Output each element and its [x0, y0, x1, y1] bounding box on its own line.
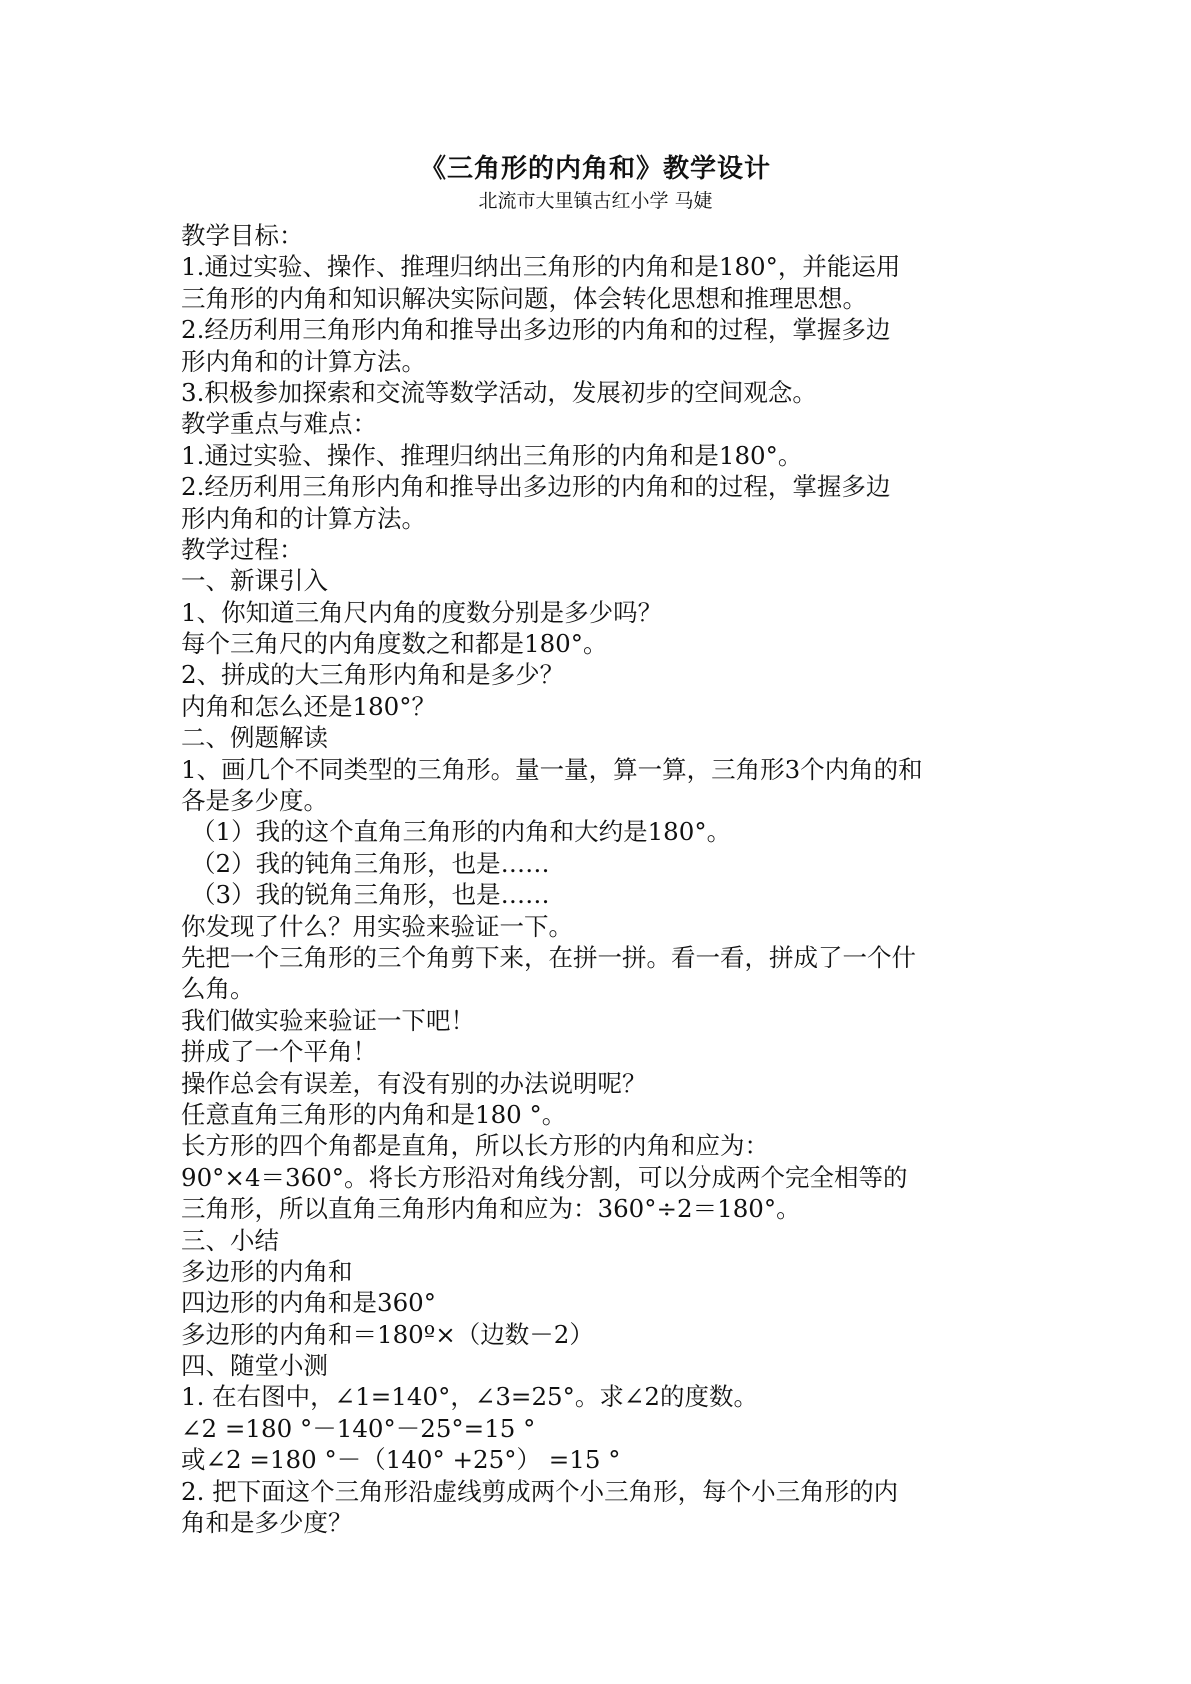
text-line: 每个三角尺的内角度数之和都是180°。 — [181, 629, 608, 659]
text-line: 2. 把下面这个三角形沿虚线剪成两个小三角形，每个小三角形的内 — [181, 1476, 899, 1506]
text-line: 1.通过实验、操作、推理归纳出三角形的内角和是180°。 — [181, 440, 803, 470]
text-line: 角和是多少度？ — [181, 1508, 353, 1538]
text-line: 1、你知道三角尺内角的度数分别是多少吗？ — [181, 597, 663, 627]
text-line: 三角形的内角和知识解决实际问题，体会转化思想和推理思想。 — [181, 283, 867, 313]
text-line: 1. 在右图中，∠1=140°，∠3=25°。求∠2的度数。 — [181, 1382, 759, 1412]
text-line: ∠2 =180 °－140°－25°=15 ° — [181, 1413, 536, 1443]
text-line: 2.经历利用三角形内角和推导出多边形的内角和的过程，掌握多边 — [181, 315, 891, 345]
text-line: 你发现了什么？用实验来验证一下。 — [181, 911, 573, 941]
text-line: （1）我的这个直角三角形的内角和大约是180°。 — [191, 817, 732, 847]
text-line: （3）我的锐角三角形，也是…… — [191, 880, 550, 910]
text-line: 形内角和的计算方法。 — [181, 346, 426, 376]
document-title: 《三角形的内角和》教学设计 — [419, 154, 771, 184]
text-line: 3.积极参加探索和交流等数学活动，发展初步的空间观念。 — [181, 377, 817, 407]
document-body — [181, 220, 1017, 1538]
text-line: 2.经历利用三角形内角和推导出多边形的内角和的过程，掌握多边 — [181, 472, 891, 502]
text-line: 多边形的内角和 — [181, 1256, 353, 1286]
text-line: 教学目标： — [181, 221, 304, 250]
text-line: 90°×4＝360°。将长方形沿对角线分割，可以分成两个完全相等的 — [181, 1162, 908, 1192]
text-line: 先把一个三角形的三个角剪下来，在拼一拼。看一看，拼成了一个什 — [181, 942, 916, 972]
text-line: 四、随堂小测 — [181, 1351, 328, 1381]
text-line: 多边形的内角和＝180º×（边数－2） — [181, 1319, 594, 1349]
text-line: 拼成了一个平角！ — [181, 1037, 377, 1067]
text-line: 我们做实验来验证一下吧！ — [181, 1005, 475, 1035]
text-line: 三、小结 — [181, 1225, 279, 1255]
text-line: 操作总会有误差，有没有别的办法说明呢？ — [181, 1068, 647, 1098]
text-line: （2）我的钝角三角形，也是…… — [191, 848, 550, 878]
text-line: 1、画几个不同类型的三角形。量一量，算一算，三角形3个内角的和 — [181, 754, 923, 784]
text-line: 三角形，所以直角三角形内角和应为：360°÷2＝180°。 — [181, 1194, 801, 1224]
text-line: 各是多少度。 — [181, 786, 328, 816]
text-line: 内角和怎么还是180°？ — [181, 691, 437, 721]
text-line: 么角。 — [181, 974, 255, 1004]
text-line: 形内角和的计算方法。 — [181, 503, 426, 533]
text-line: 2、拼成的大三角形内角和是多少？ — [181, 660, 565, 690]
text-line: 1.通过实验、操作、推理归纳出三角形的内角和是180°，并能运用 — [181, 252, 901, 282]
document-author: 北流市大里镇古红小学 马婕 — [478, 190, 713, 212]
text-line: 一、新课引入 — [181, 566, 328, 596]
text-line: 长方形的四个角都是直角，所以长方形的内角和应为： — [181, 1131, 769, 1161]
text-line: 四边形的内角和是360° — [181, 1288, 437, 1318]
text-line: 教学重点与难点： — [181, 409, 377, 439]
text-line: 二、例题解读 — [181, 723, 328, 753]
text-line: 或∠2 =180 °－（140° +25°） =15 ° — [181, 1445, 621, 1475]
text-line: 任意直角三角形的内角和是180 °。 — [181, 1099, 567, 1129]
text-line: 教学过程： — [181, 534, 304, 564]
